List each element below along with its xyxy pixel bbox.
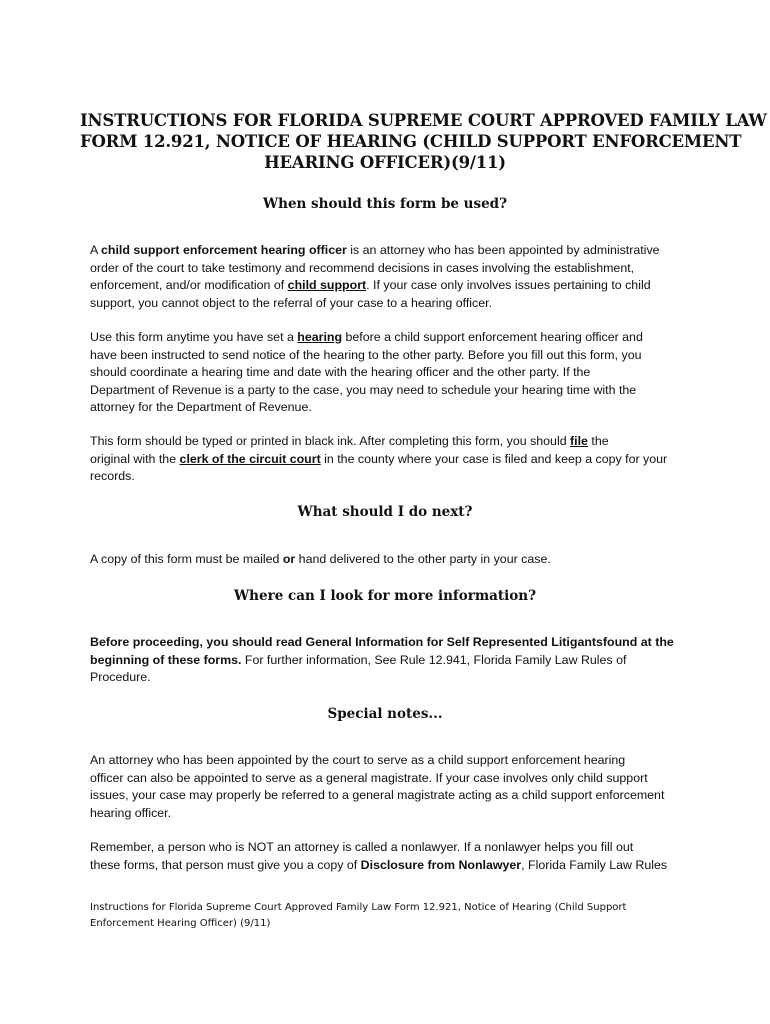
text-line: hearing officer. bbox=[90, 805, 172, 820]
paragraph-hearing-officer-definition bbox=[90, 242, 690, 312]
footer-line: Instructions for Florida Supreme Court Approved Family Law Form 12.921, Notice of Hearing (Child Support bbox=[90, 902, 627, 913]
term-clerk-of-the-circuit-court: clerk of the circuit court bbox=[179, 451, 321, 466]
text-run: hand delivered to the other party in your case. bbox=[295, 552, 551, 566]
text-line bbox=[90, 242, 690, 260]
text-line: order of the court to take testimony and recommend decisions in cases involving the establishment, bbox=[90, 260, 635, 275]
paragraph-nonlawyer bbox=[90, 839, 690, 874]
document-title bbox=[80, 110, 767, 173]
text-line bbox=[90, 551, 690, 569]
text-run: Use this form anytime you have set a bbox=[90, 330, 298, 344]
text-line: Procedure. bbox=[90, 670, 151, 685]
heading-what-next: What should I do next? bbox=[297, 504, 473, 520]
title-line-3: HEARING OFFICER)(9/11) bbox=[264, 153, 506, 172]
text-line: support, you cannot object to the referral of your case to a hearing officer. bbox=[90, 295, 493, 310]
text-line: have been instructed to send notice of the hearing to the other party. Before you fill out this form, you bbox=[90, 347, 642, 362]
heading-when-used: When should this form be used? bbox=[262, 196, 508, 212]
text-line: records. bbox=[90, 469, 135, 484]
text-run: before a child support enforcement hearing officer and bbox=[342, 330, 643, 344]
text-line: Remember, a person who is NOT an attorney is called a nonlawyer. If a nonlawyer helps you fill out bbox=[90, 840, 634, 854]
page-footer bbox=[90, 900, 690, 931]
text-run: . If your case only involves issues pertaining to child bbox=[366, 278, 651, 293]
text-run: beginning of these forms. bbox=[90, 652, 242, 667]
paragraph-use-form bbox=[90, 329, 690, 417]
term-child-support-enforcement-hearing-officer: child support enforcement hearing officer bbox=[101, 243, 347, 257]
term-child-support: child support bbox=[287, 278, 367, 293]
text-run: , Florida Family Law Rules bbox=[521, 857, 668, 872]
title-line-1: INSTRUCTIONS FOR FLORIDA SUPREME COURT APPROVED FAMILY LAW bbox=[80, 111, 767, 130]
paragraph-filing bbox=[90, 433, 690, 486]
text-line bbox=[90, 857, 690, 875]
text-line: issues, your case may properly be referred to a general magistrate acting as a child support enforcement bbox=[90, 788, 665, 803]
paragraph-general-magistrate bbox=[90, 752, 690, 822]
text-run: A copy of this form must be mailed bbox=[90, 552, 283, 566]
text-run: For further information, See Rule 12.941, Florida Family Law Rules of bbox=[241, 652, 627, 667]
text-line bbox=[90, 277, 690, 295]
text-line: attorney for the Department of Revenue. bbox=[90, 400, 312, 415]
text-run: original with the bbox=[90, 451, 180, 466]
text-line bbox=[90, 329, 690, 347]
text-run: these forms, that person must give you a copy of bbox=[90, 857, 361, 872]
text-line bbox=[90, 652, 690, 670]
term-hearing: hearing bbox=[297, 330, 343, 344]
footer-line: Enforcement Hearing Officer) (9/11) bbox=[90, 917, 271, 929]
term-or: or bbox=[282, 552, 296, 566]
heading-more-information: Where can I look for more information? bbox=[234, 588, 536, 604]
text-line bbox=[90, 433, 690, 451]
text-run: the bbox=[587, 434, 609, 448]
text-line: Before proceeding, you should read General Information for Self Represented Litigantsfound at the bbox=[90, 635, 674, 649]
text-line: An attorney who has been appointed by the court to serve as a child support enforcement hearing bbox=[90, 753, 626, 767]
term-file: file bbox=[570, 434, 588, 448]
text-line: Department of Revenue is a party to the case, you may need to schedule your hearing time with the bbox=[90, 382, 637, 397]
text-run: A bbox=[90, 243, 102, 257]
text-run: This form should be typed or printed in black ink. After completing this form, you should bbox=[90, 434, 571, 448]
text-line bbox=[90, 451, 690, 469]
text-run: is an attorney who has been appointed by administrative bbox=[346, 243, 660, 257]
paragraph-more-information bbox=[90, 634, 690, 687]
text-run: enforcement, and/or modification of bbox=[90, 278, 288, 293]
title-line-2: FORM 12.921, NOTICE OF HEARING (CHILD SUPPORT ENFORCEMENT bbox=[80, 132, 742, 151]
text-run: in the county where your case is filed and keep a copy for your bbox=[320, 451, 668, 466]
heading-special-notes: Special notes... bbox=[327, 706, 443, 722]
text-line: officer can also be appointed to serve as a general magistrate. If your case involves only child support bbox=[90, 770, 648, 785]
paragraph-copy-mailed bbox=[90, 551, 690, 569]
term-disclosure-from-nonlawyer: Disclosure from Nonlawyer bbox=[360, 857, 522, 872]
text-line: should coordinate a hearing time and date with the hearing officer and the other party. If the bbox=[90, 365, 591, 380]
